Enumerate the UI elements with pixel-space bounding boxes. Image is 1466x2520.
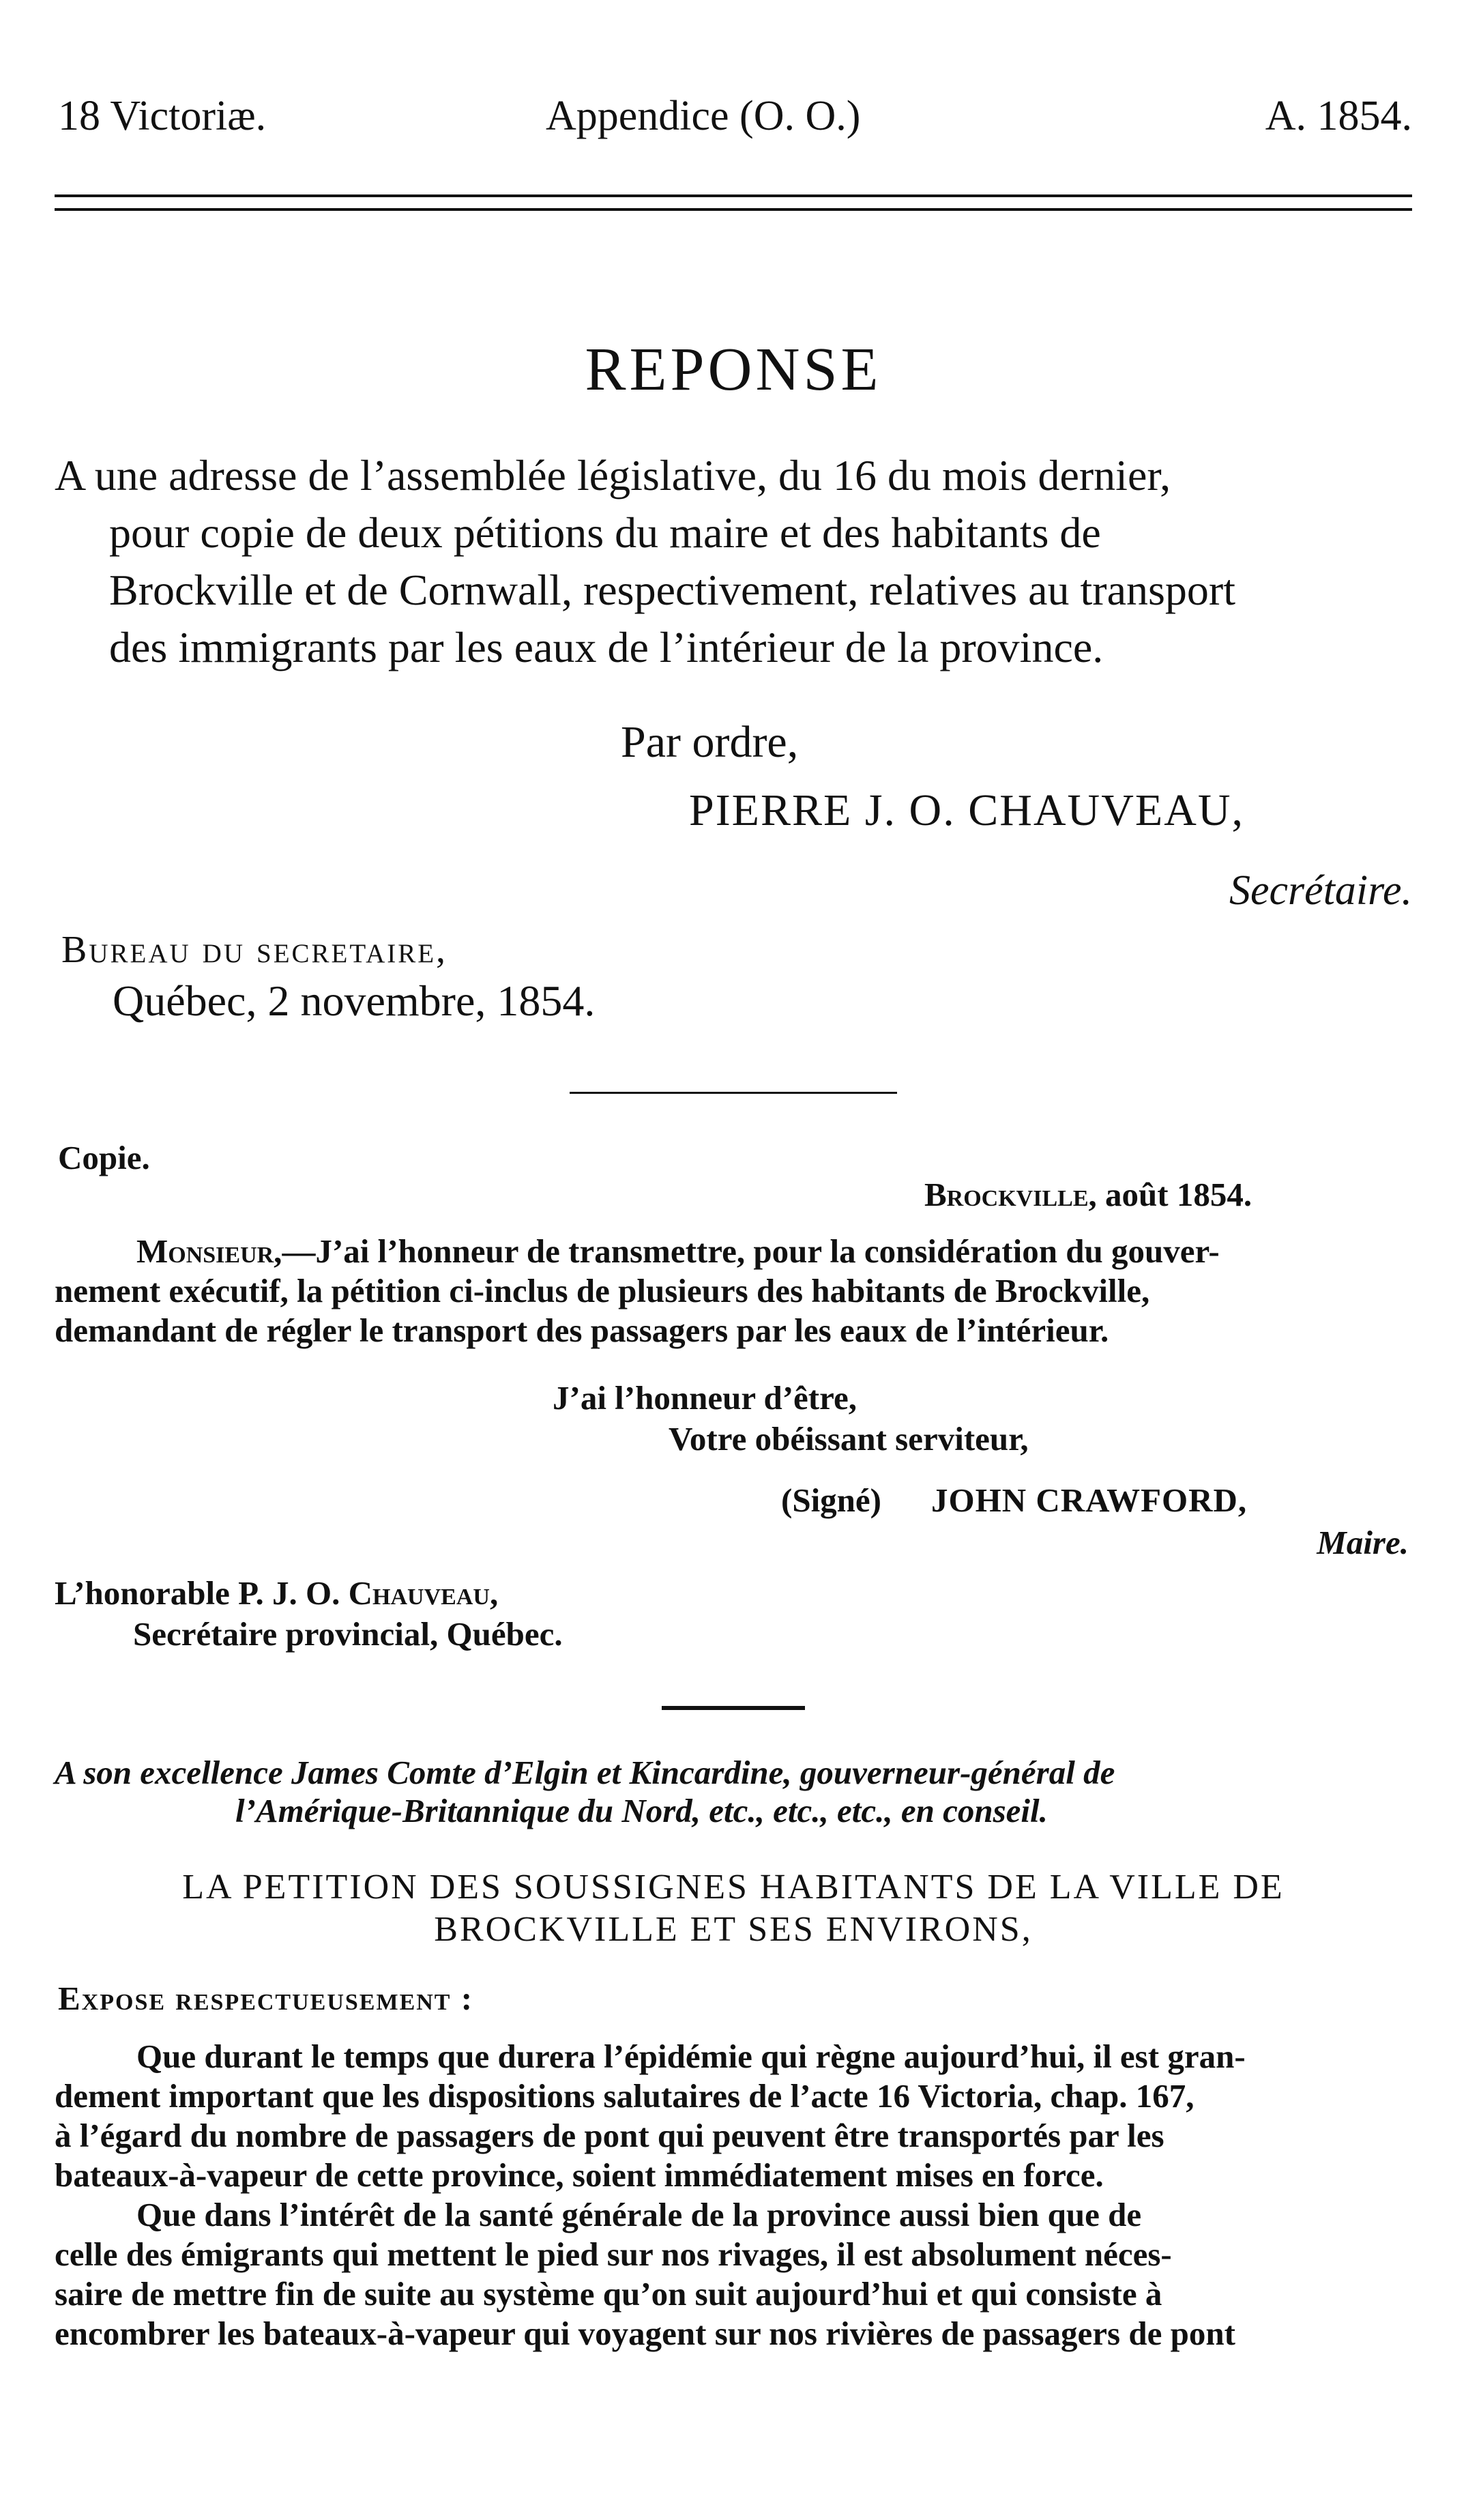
petition-line: encombrer les bateaux-à-vapeur qui voyagent sur nos rivières de passagers de pont: [55, 2315, 1235, 2352]
header-appendix: Appendice (O. O.): [546, 93, 861, 139]
intro-paragraph: [55, 447, 1412, 676]
addressee-line: [55, 1573, 563, 1614]
copie-label: Copie.: [58, 1139, 150, 1176]
letter-signature: [781, 1481, 1248, 1520]
salutation: Monsieur,: [136, 1232, 282, 1270]
address-line: l’Amérique-Britannique du Nord, etc., etc., etc., en conseil.: [235, 1792, 1048, 1829]
header-session: 18 Victoriæ.: [58, 93, 267, 139]
intro-line: Brockville et de Cornwall, respectivement, relatives au transport: [109, 566, 1235, 614]
intro-line: A une adresse de l’assemblée législative, du 16 du mois dernier,: [55, 451, 1171, 499]
petition-line: dement important que les dispositions salutaires de l’acte 16 Victoria, chap. 167,: [55, 2077, 1194, 2115]
petition-line: saire de mettre fin de suite au système qu’on suit aujourd’hui et qui consiste à: [55, 2275, 1162, 2313]
intro-line: pour copie de deux pétitions du maire et des habitants de: [109, 508, 1101, 557]
petition-line: Que dans l’intérêt de la santé générale de la province aussi bien que de: [136, 2196, 1142, 2233]
addressee-prefix: L’honorable P. J. O.: [55, 1574, 349, 1612]
letter-line: nement exécutif, la pétition ci-inclus de plusieurs des habitants de Brockville,: [55, 1272, 1150, 1309]
addressee-name: Chauveau,: [348, 1574, 499, 1612]
petition-title: [55, 1866, 1412, 1951]
petition-address: [55, 1754, 1412, 1830]
letter-closing: Votre obéissant serviteur,: [669, 1420, 1029, 1458]
petition-body: [55, 2037, 1412, 2354]
signer-title: Secrétaire.: [1229, 867, 1412, 914]
petition-line: bateaux-à-vapeur de cette province, soient immédiatement mises en force.: [55, 2156, 1104, 2194]
document-page: [55, 0, 1412, 2520]
letter-date: août 1854.: [1096, 1176, 1252, 1213]
signed-name: JOHN CRAWFORD,: [931, 1481, 1248, 1519]
bureau-date: Québec, 2 novembre, 1854.: [113, 976, 596, 1025]
addressee-line: Secrétaire provincial, Québec.: [133, 1615, 563, 1653]
letter-closing: J’ai l’honneur d’être,: [553, 1379, 857, 1417]
petition-line: à l’égard du nombre de passagers de pont qui peuvent être transportés par les: [55, 2117, 1164, 2154]
header-double-rule: [55, 194, 1412, 211]
petition-line: Que durant le temps que durera l’épidémie qui règne aujourd’hui, il est gran-: [136, 2038, 1246, 2075]
letter-text: —J’ai l’honneur de transmettre, pour la considération du gouver-: [282, 1232, 1220, 1270]
address-line: A son excellence James Comte d’Elgin et Kincardine, gouverneur-général de: [55, 1754, 1115, 1791]
section-divider: [662, 1706, 805, 1710]
signer-name: PIERRE J. O. CHAUVEAU,: [689, 785, 1245, 835]
letter-line: demandant de régler le transport des passagers par les eaux de l’intérieur.: [55, 1312, 1109, 1349]
section-divider: [570, 1092, 897, 1094]
document-title: REPONSE: [585, 336, 882, 403]
signed-label: (Signé): [781, 1481, 881, 1519]
letter-place-date: [924, 1175, 1252, 1214]
expose-heading: Expose respectueusement :: [58, 1980, 474, 2017]
letter-line: [55, 1232, 1412, 1271]
addressee: [55, 1573, 563, 1655]
letter-place: Brockville,: [924, 1176, 1097, 1213]
page-header: [55, 92, 1412, 154]
par-ordre: Par ordre,: [621, 717, 799, 767]
petition-line: celle des émigrants qui mettent le pied sur nos rivages, il est absolument néces-: [55, 2235, 1172, 2273]
header-year: A. 1854.: [1265, 93, 1412, 139]
bureau-heading: Bureau du secretaire,: [61, 929, 448, 971]
intro-line: des immigrants par les eaux de l’intérieur de la province.: [109, 623, 1104, 671]
signed-title: Maire.: [1317, 1524, 1409, 1561]
petition-title-line: LA PETITION DES SOUSSIGNES HABITANTS DE LA VILLE DE: [182, 1868, 1285, 1907]
letter-body: [55, 1232, 1412, 1350]
petition-title-line: BROCKVILLE ET SES ENVIRONS,: [434, 1910, 1033, 1949]
